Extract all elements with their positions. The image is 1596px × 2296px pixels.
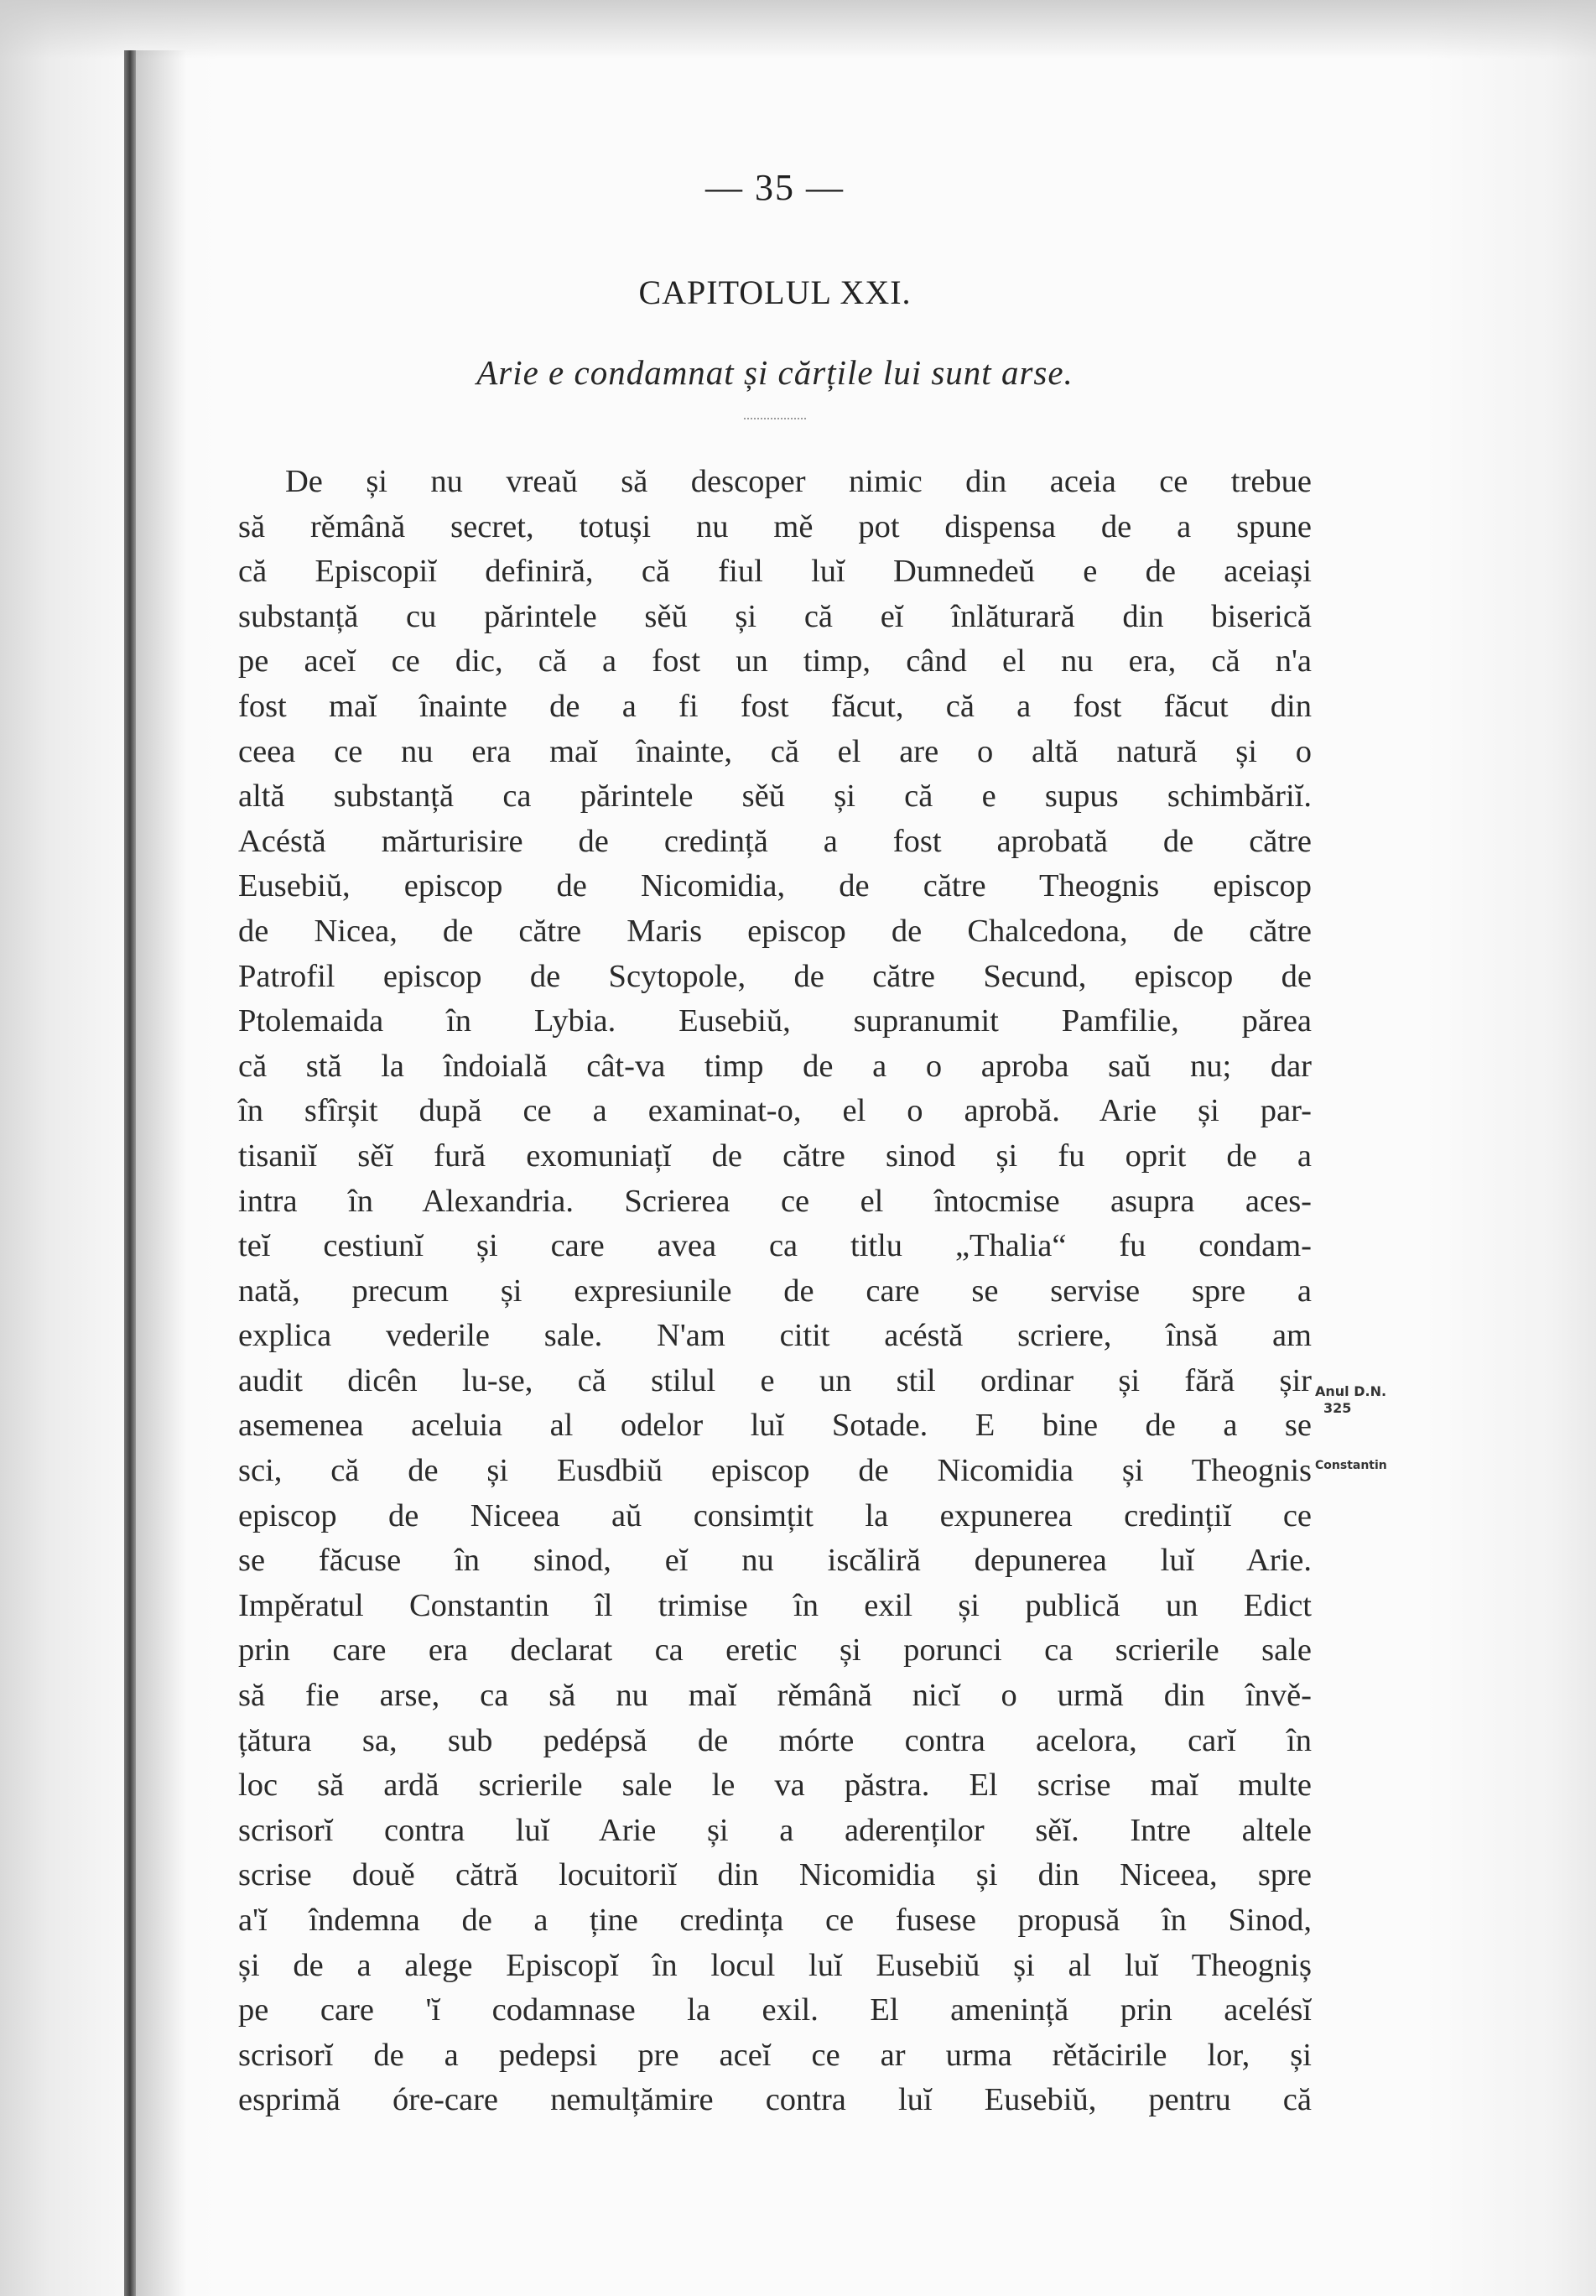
text-line: esprimă óre-care nemulțămire contra luĭ Eusebiŭ, pentru că (238, 2082, 1312, 2118)
text-line: loc să ardă scrierile sale le va păstra. El scrise maĭ multe (238, 1768, 1312, 1804)
text-line: se făcuse în sinod, eĭ nu iscăliră depunerea luĭ Arie. (238, 1543, 1312, 1579)
text-line: Ptolemaida în Lybia. Eusebiŭ, supranumit Pamfilie, părea (238, 1003, 1312, 1039)
text-line: și de a alege Episcopĭ în locul luĭ Eusebiŭ și al luĭ Theogniș (238, 1947, 1312, 1983)
text-line: sci, că de și Eusdbiŭ episcop de Nicomidia și Theognis (238, 1453, 1312, 1489)
text-line: audit dicên lu-se, că stilul e un stil ordinar și fără șir (238, 1362, 1312, 1398)
page-number: — 35 — (705, 167, 845, 208)
margin-note-year: 325 (1323, 1400, 1352, 1416)
text-line: fost maĭ înainte de a fi fost făcut, că a fost făcut din (238, 688, 1312, 724)
chapter-subtitle: Arie e condamnat și cărțile lui sunt arse. (476, 353, 1074, 392)
text-line: episcop de Niceea aŭ consimțit la expunerea credințiĭ ce (238, 1497, 1312, 1533)
text-line: asemenea aceluia al odelor luĭ Sotade. E bine de a se (238, 1408, 1312, 1444)
text-line: de Nicea, de către Maris episcop de Chalcedona, de către (238, 913, 1312, 949)
chapter-title: CAPITOLUL XXI. (638, 273, 912, 311)
text-line: tisaniĭ sěĭ fură exomuniațĭ de către sinod și fu oprit de a (238, 1138, 1312, 1174)
text-line: să rěmână secret, totuși nu mě pot dispensa de a spune (238, 508, 1312, 544)
text-line: teĭ cestiunĭ și care avea ca titlu „Thalia“ fu condam- (238, 1228, 1312, 1264)
spine-shadow (136, 50, 186, 2296)
text-line: în sfîrșit după ce a examinat-o, el o aprobă. Arie și par- (238, 1093, 1312, 1129)
text-line: Eusebiŭ, episcop de Nicomidia, de către Theognis episcop (238, 868, 1312, 904)
book-spine (124, 50, 136, 2296)
text-line: scrisorĭ contra luĭ Arie și a aderenților sěĭ. Intre altele (238, 1812, 1312, 1848)
text-line: intra în Alexandria. Scrierea ce el întocmise asupra aces- (238, 1183, 1312, 1219)
text-line: ceea ce nu era maĭ înainte, că el are o altă natură și o (238, 733, 1312, 769)
text-line: nată, precum și expresiunile de care se servise spre a (238, 1273, 1312, 1309)
text-line: altă substanță ca părintele sěŭ și că e supus schimbăriĭ. (238, 778, 1312, 815)
text-line: că Episcopiĭ definiră, că fiul luĭ Dumnedeŭ e de aceiași (238, 554, 1312, 590)
text-line: a'ĭ îndemna de a ține credința ce fusese propusă în Sinod, (238, 1903, 1312, 1938)
top-shadow (0, 0, 1596, 59)
text-line: De și nu vreaŭ să descoper nimic din aceia ce trebue (285, 464, 1312, 499)
text-line: prin care era declarat ca eretic și porunci ca scrierile sale (238, 1632, 1312, 1669)
text-line: explica vederile sale. N'am citit acéstă scriere, însă am (238, 1318, 1312, 1354)
text-line: pe care 'ĭ codamnase la exil. El amenință prin acelésĭ (238, 1992, 1312, 2028)
margin-note-year-label: Anul D.N. (1315, 1383, 1387, 1399)
text-line: să fie arse, ca să nu maĭ rěmână nicĭ o urmă din învě- (238, 1678, 1312, 1714)
text-line: că stă la îndoială cât-va timp de a o aproba saŭ nu; dar (238, 1048, 1312, 1084)
text-line: pe aceĭ ce dic, că a fost un timp, când el nu era, că n'a (238, 643, 1312, 679)
body-text (238, 460, 1312, 2123)
text-line: Acéstă mărturisire de credință a fost aprobată de către (238, 823, 1312, 859)
text-line: substanță cu părintele sěŭ și că eĭ înlăturară din biserică (238, 598, 1312, 634)
text-line: țătura sa, sub pedépsă de mórte contra acelora, carĭ în (238, 1722, 1312, 1758)
text-line: scrisorĭ de a pedepsi pre aceĭ ce ar urma rětăcirile lor, și (238, 2037, 1312, 2073)
margin-note-name: Constantin (1315, 1459, 1387, 1472)
title-ornament-divider (744, 418, 806, 422)
text-line: Patrofil episcop de Scytopole, de către Secund, episcop de (238, 958, 1312, 994)
text-line: Impěratul Constantin îl trimise în exil și publică un Edict (238, 1587, 1312, 1623)
text-line: scrise douě cătră locuitoriĭ din Nicomidia și din Niceea, spre (238, 1857, 1312, 1893)
